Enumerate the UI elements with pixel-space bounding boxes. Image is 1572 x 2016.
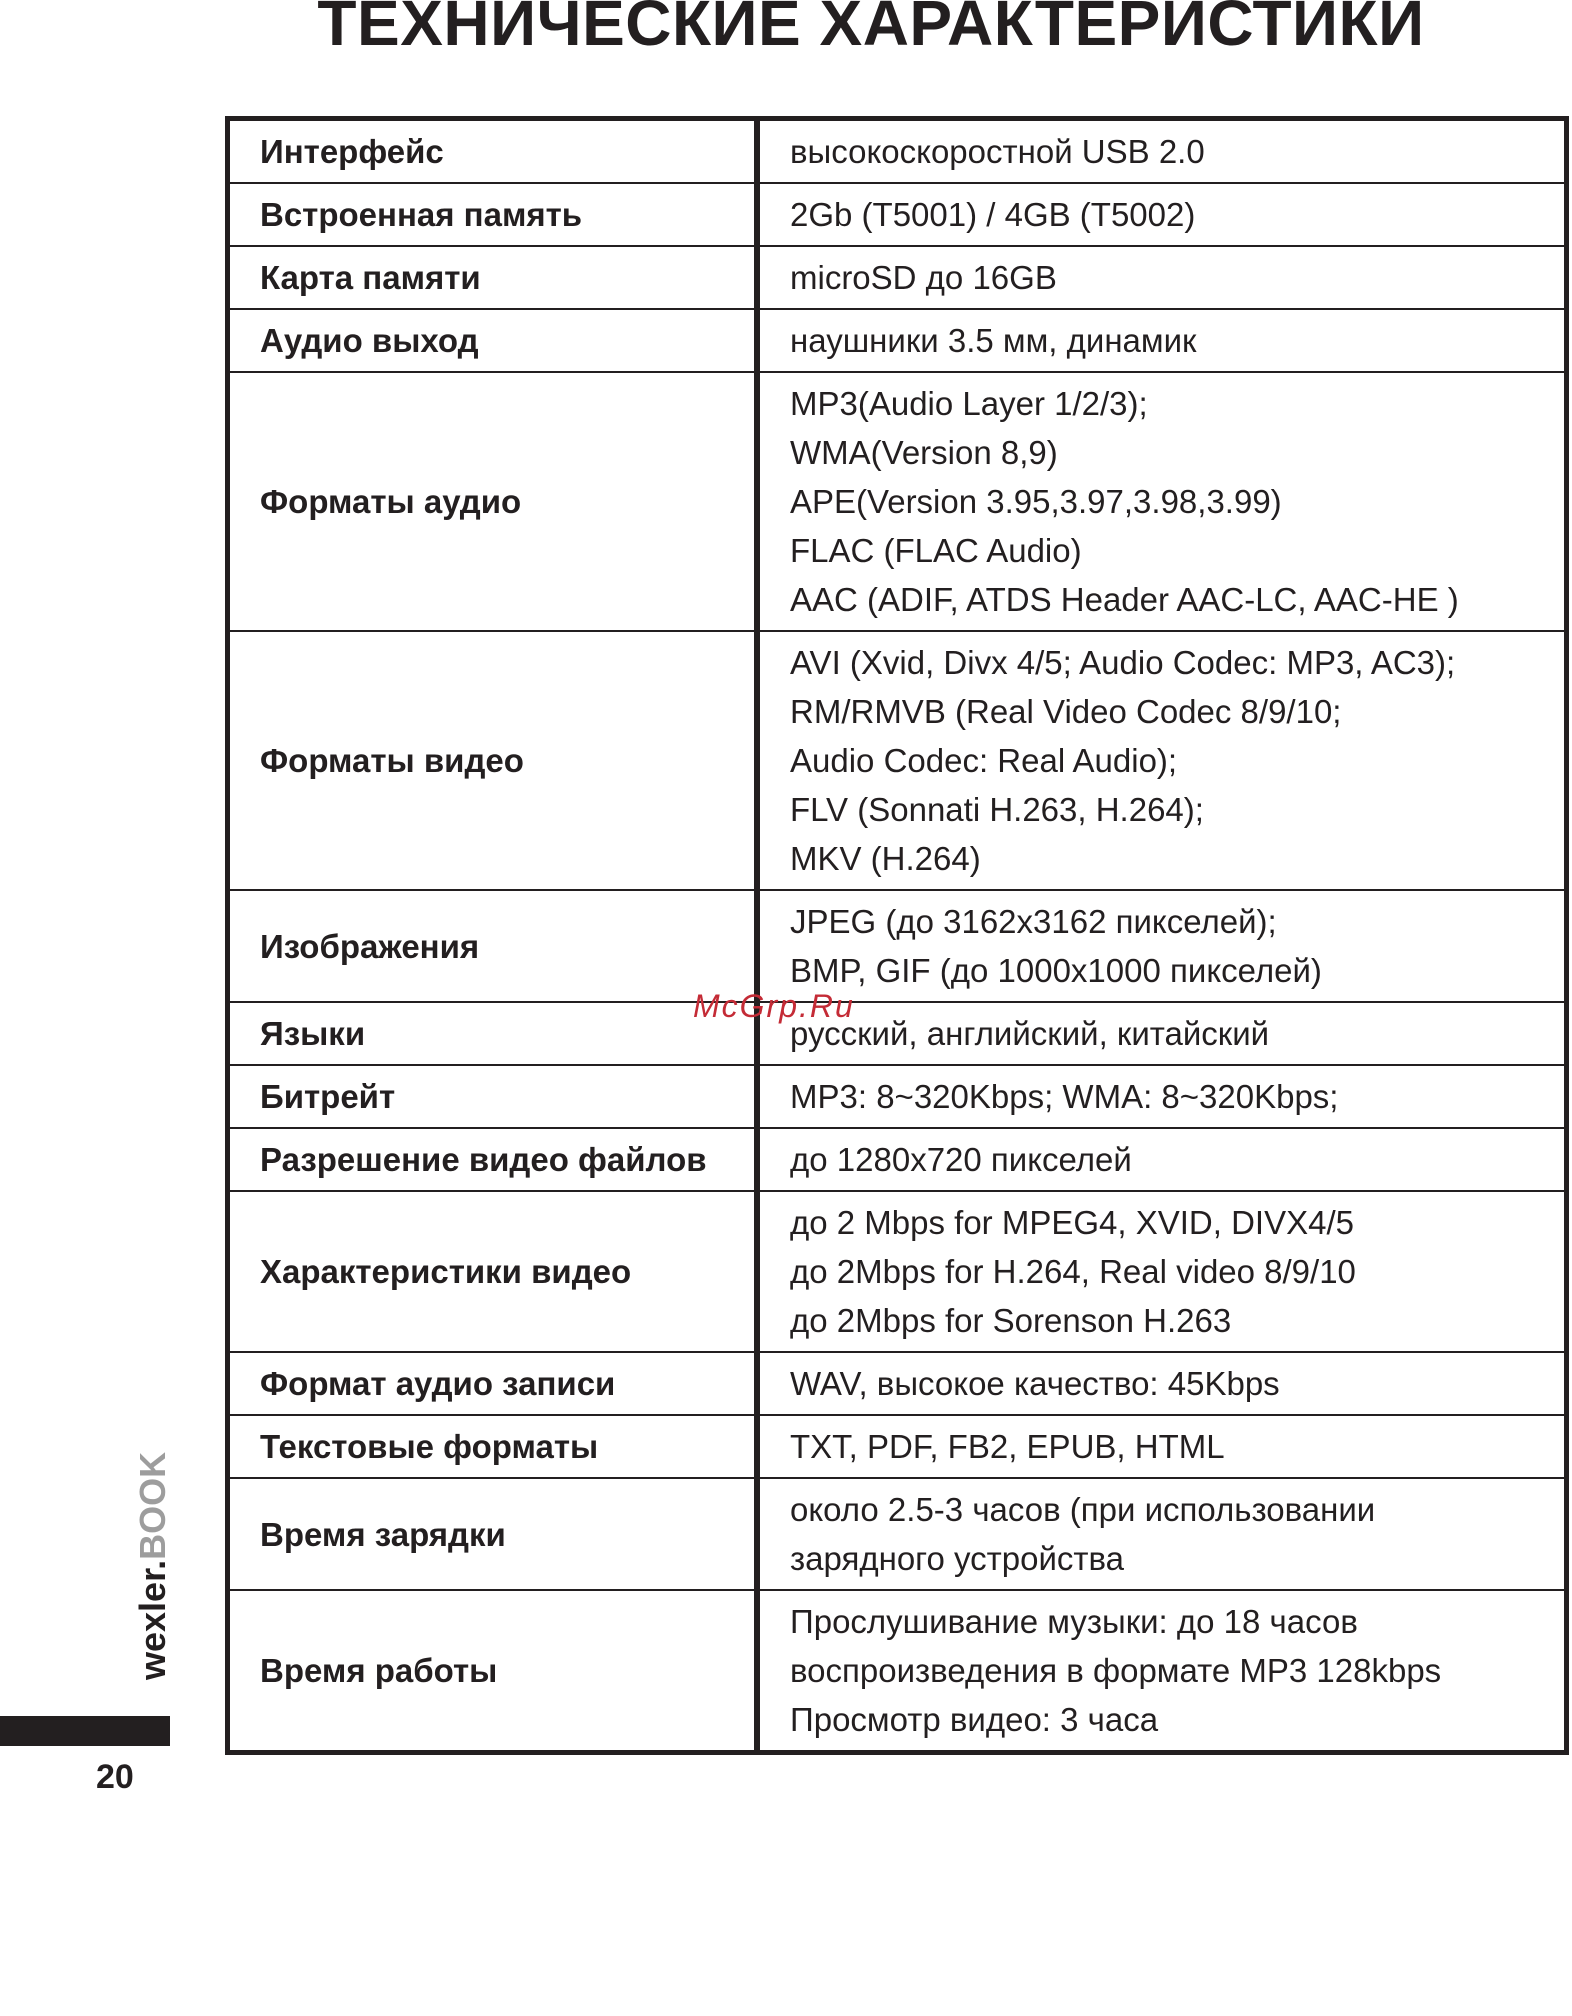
spec-value-line: до 2Mbps for H.264, Real video 8/9/10	[790, 1253, 1356, 1290]
spec-label: Характеристики видео	[228, 1191, 758, 1352]
spec-label: Интерфейс	[228, 119, 758, 184]
spec-row	[228, 631, 1567, 890]
spec-value	[757, 1065, 1567, 1128]
spec-row	[228, 890, 1567, 1002]
spec-value	[757, 1590, 1567, 1753]
brand-name: wexler.	[132, 1559, 173, 1680]
spec-row	[228, 1590, 1567, 1753]
spec-label: Формат аудио записи	[228, 1352, 758, 1415]
spec-label: Форматы аудио	[228, 372, 758, 631]
page-number: 20	[96, 1758, 134, 1796]
spec-value	[757, 183, 1567, 246]
spec-label: Битрейт	[228, 1065, 758, 1128]
spec-value	[757, 631, 1567, 890]
spec-value-line: воспроизведения в формате MP3 128kbps	[790, 1652, 1442, 1689]
spec-value	[757, 1128, 1567, 1191]
spec-value-line: AVI (Xvid, Divx 4/5; Audio Codec: MP3, AC3);	[790, 644, 1456, 681]
spec-value-line: TXT, PDF, FB2, EPUB, HTML	[790, 1428, 1225, 1465]
spec-label: Текстовые форматы	[228, 1415, 758, 1478]
spec-row	[228, 1415, 1567, 1478]
spec-label: Изображения	[228, 890, 758, 1002]
spec-value-line: APE(Version 3.95,3.97,3.98,3.99)	[790, 483, 1282, 520]
spec-value-line: Audio Codec: Real Audio);	[790, 742, 1178, 779]
spec-row	[228, 1478, 1567, 1590]
spec-row	[228, 119, 1567, 184]
spec-value	[757, 372, 1567, 631]
spec-value-line: AAC (ADIF, ATDS Header AAC-LC, AAC-HE )	[790, 581, 1459, 618]
spec-value-line: Просмотр видео: 3 часа	[790, 1701, 1159, 1738]
spec-value	[757, 1002, 1567, 1065]
spec-value	[757, 1191, 1567, 1352]
spec-row	[228, 246, 1567, 309]
spec-value-line: BMP, GIF (до 1000x1000 пикселей)	[790, 952, 1322, 989]
spec-value-line: до 2 Mbps for MPEG4, XVID, DIVX4/5	[790, 1204, 1354, 1241]
spec-value-line: высокоскоростной USB 2.0	[790, 133, 1205, 170]
spec-value-line: Прослушивание музыки: до 18 часов	[790, 1603, 1358, 1640]
spec-value	[757, 309, 1567, 372]
spec-row	[228, 1128, 1567, 1191]
spec-value-line: 2Gb (T5001) / 4GB (T5002)	[790, 196, 1196, 233]
spec-table-body	[228, 119, 1567, 1753]
spec-value	[757, 890, 1567, 1002]
spec-value-line: русский, английский, китайский	[790, 1015, 1270, 1052]
spec-value-line: MKV (H.264)	[790, 840, 981, 877]
spec-value-line: MP3(Audio Layer 1/2/3);	[790, 385, 1148, 422]
spec-value	[757, 1415, 1567, 1478]
spec-label: Время работы	[228, 1590, 758, 1753]
spec-value-line: до 1280x720 пикселей	[790, 1141, 1132, 1178]
spec-row	[228, 1352, 1567, 1415]
side-bar-decoration	[0, 1716, 170, 1746]
spec-value-line: microSD до 16GB	[790, 259, 1057, 296]
spec-row	[228, 309, 1567, 372]
spec-value-line: FLV (Sonnati H.263, H.264);	[790, 791, 1204, 828]
spec-value-line: JPEG (до 3162x3162 пикселей);	[790, 903, 1277, 940]
spec-row	[228, 183, 1567, 246]
spec-value-line: WAV, высокое качество: 45Kbps	[790, 1365, 1280, 1402]
spec-value-line: около 2.5-3 часов (при использовании	[790, 1491, 1376, 1528]
spec-row	[228, 1065, 1567, 1128]
spec-value-line: FLAC (FLAC Audio)	[790, 532, 1082, 569]
brand-logo	[132, 1452, 174, 1680]
spec-label: Время зарядки	[228, 1478, 758, 1590]
spec-value	[757, 119, 1567, 184]
brand-suffix: BOOK	[132, 1451, 173, 1560]
spec-row	[228, 372, 1567, 631]
spec-value-line: MP3: 8~320Kbps; WMA: 8~320Kbps;	[790, 1078, 1339, 1115]
spec-row	[228, 1191, 1567, 1352]
spec-value-line: RM/RMVB (Real Video Codec 8/9/10;	[790, 693, 1342, 730]
spec-label: Аудио выход	[228, 309, 758, 372]
spec-value	[757, 246, 1567, 309]
spec-label: Форматы видео	[228, 631, 758, 890]
spec-value-line: WMA(Version 8,9)	[790, 434, 1058, 471]
spec-value-line: до 2Mbps for Sorenson H.263	[790, 1302, 1232, 1339]
watermark: McGrp.Ru	[693, 988, 855, 1024]
page-title: ТЕХНИЧЕСКИЕ ХАРАКТЕРИСТИКИ	[317, 0, 1425, 59]
spec-row	[228, 1002, 1567, 1065]
spec-label: Разрешение видео файлов	[228, 1128, 758, 1191]
spec-label: Языки	[228, 1002, 758, 1065]
spec-value	[757, 1352, 1567, 1415]
spec-value-line: наушники 3.5 мм, динамик	[790, 322, 1197, 359]
spec-label: Карта памяти	[228, 246, 758, 309]
spec-value	[757, 1478, 1567, 1590]
spec-value-line: зарядного устройства	[790, 1540, 1125, 1577]
spec-label: Встроенная память	[228, 183, 758, 246]
spec-table	[225, 116, 1569, 1755]
